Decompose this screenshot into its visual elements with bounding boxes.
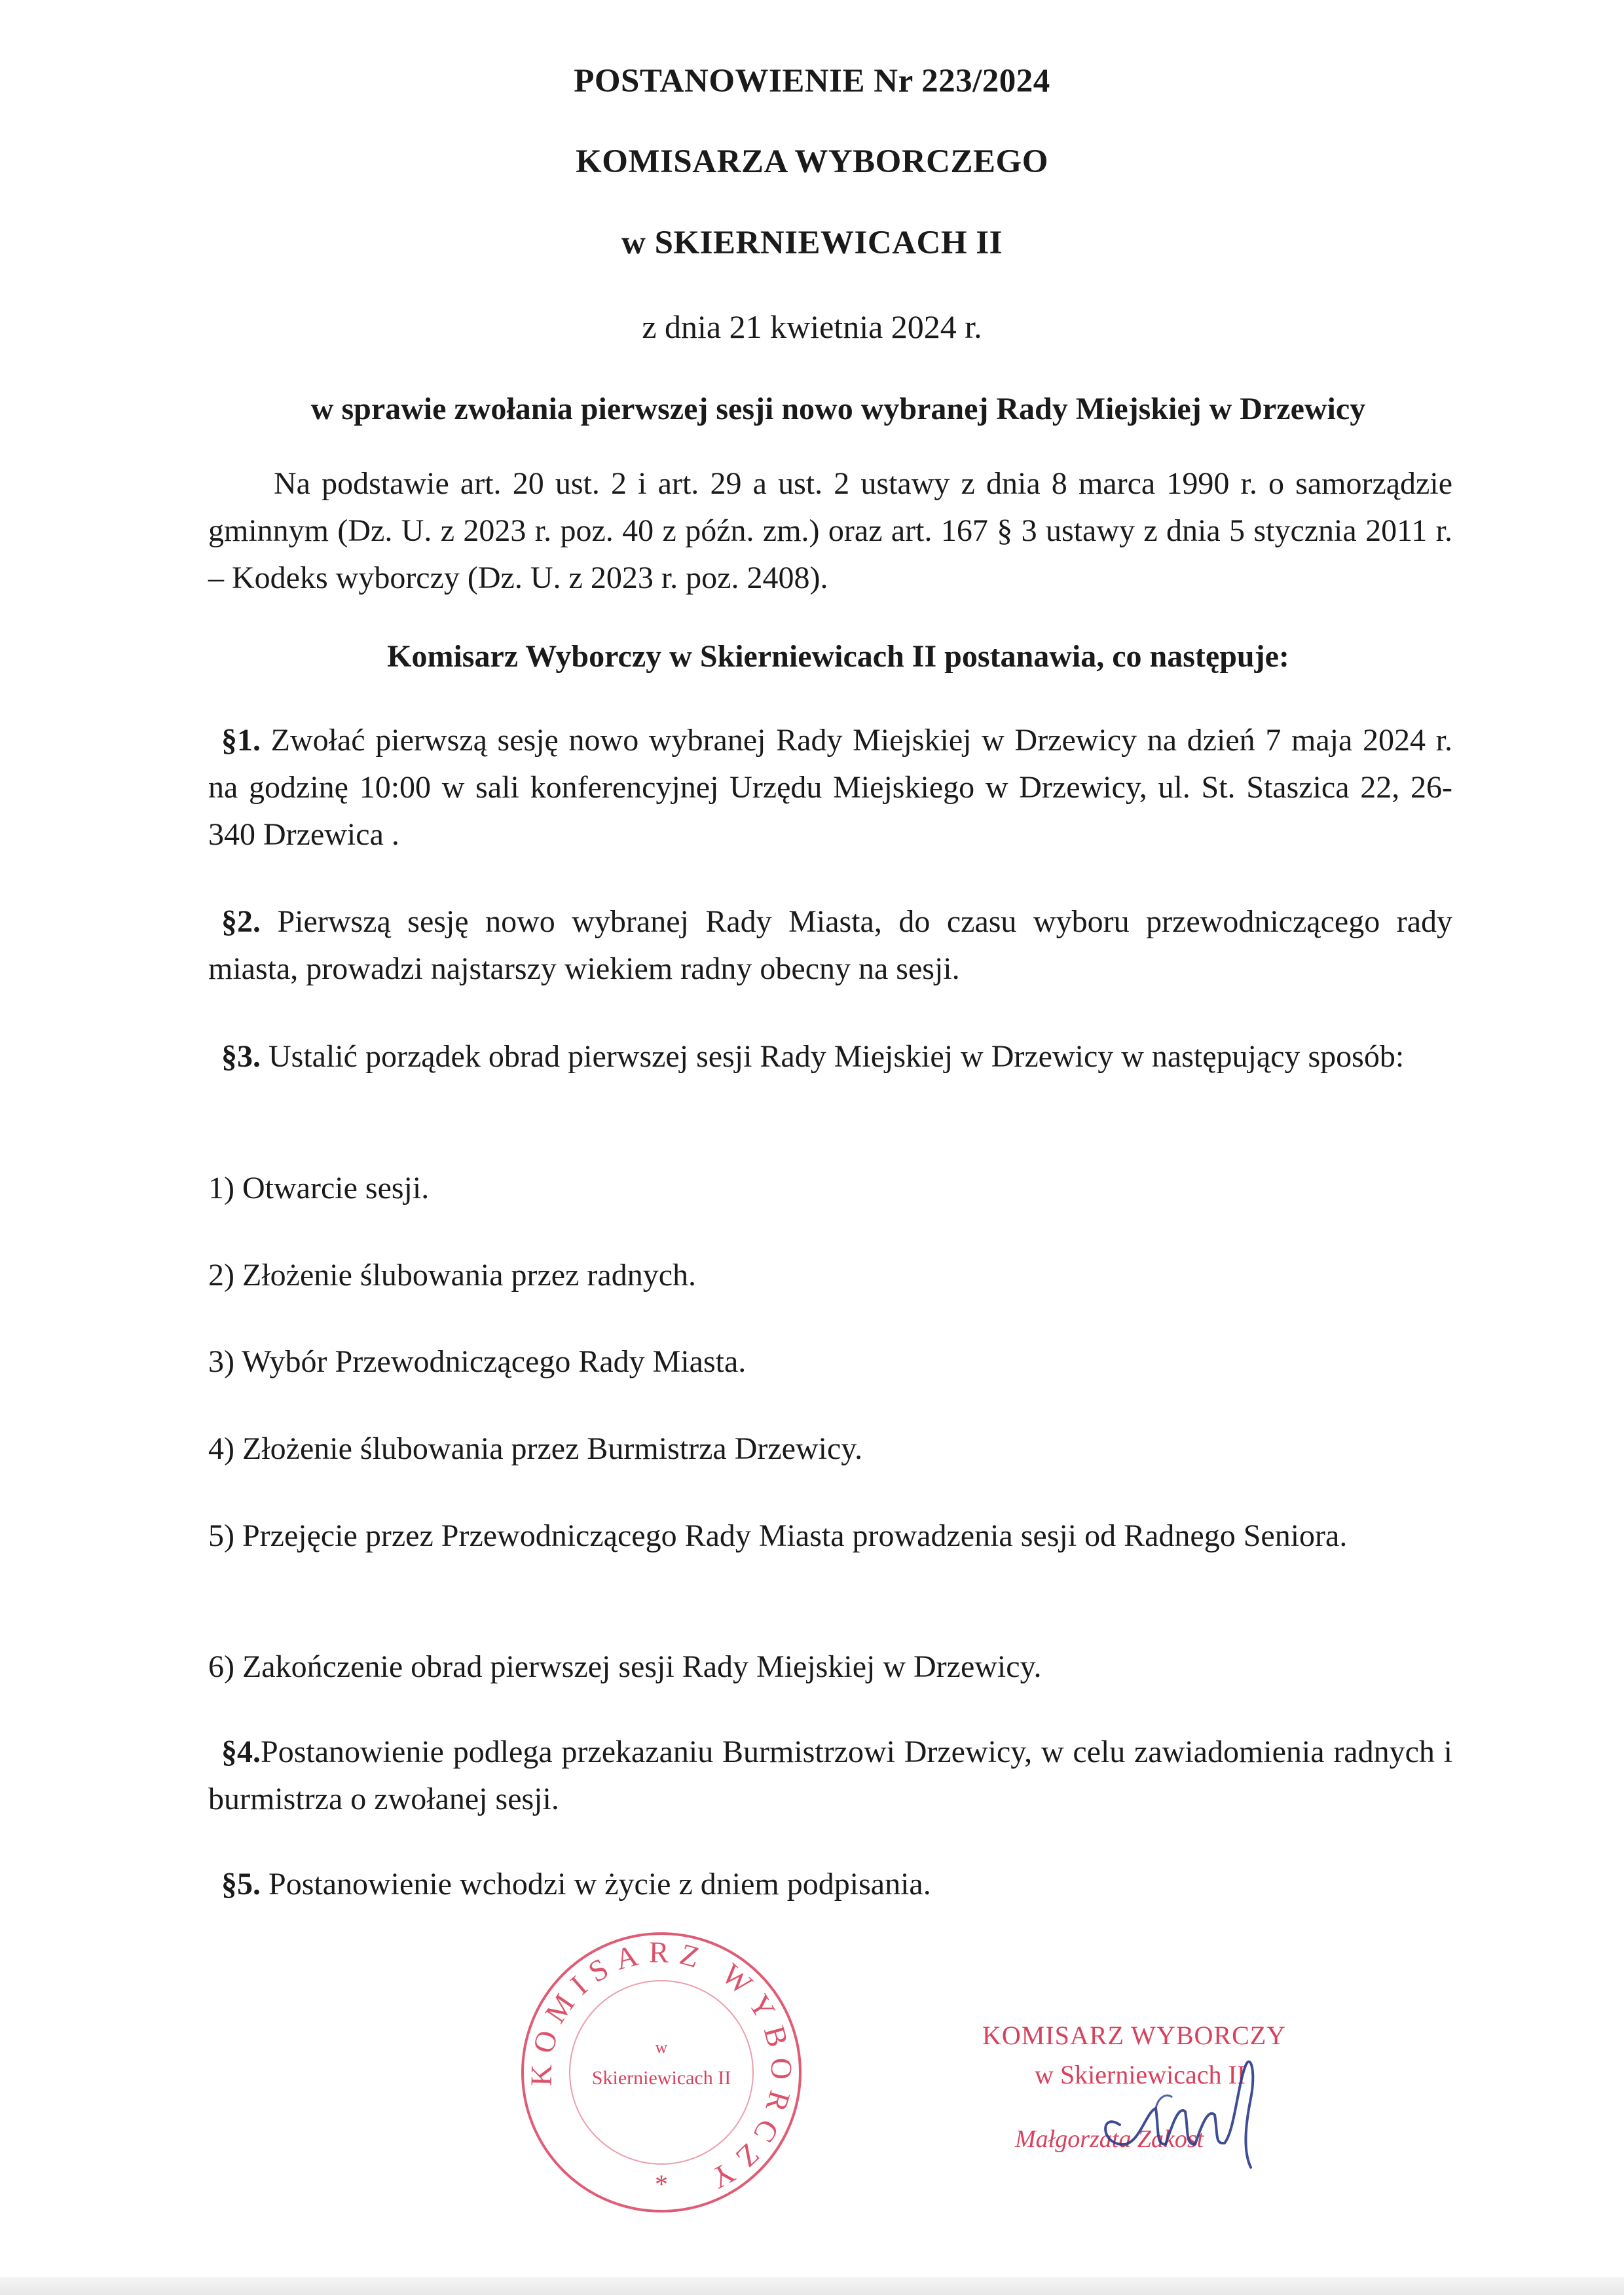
agenda-item-2: 2) Złożenie ślubowania przez radnych.: [208, 1258, 697, 1293]
agenda-item-5: 5) Przejęcie przez Przewodniczącego Rady Miasta prowadzenia sesji od Radnego Seniora.: [208, 1518, 1348, 1553]
signature-place: w Skierniewicach II: [1035, 2060, 1246, 2089]
section-2-text: Pierwszą sesję nowo wybranej Rady Miasta, do czasu wyboru przewodniczącego rady miasta, prowadzi najstarszy wiekiem radny obecny na sesji.: [208, 904, 1452, 986]
section-4-mark: §4.: [221, 1735, 261, 1769]
signature-title: KOMISARZ WYBORCZY: [982, 2021, 1287, 2050]
section-3-mark: §3.: [221, 1039, 261, 1074]
agenda-item-4: 4) Złożenie ślubowania przez Burmistrza Drzewicy.: [208, 1431, 863, 1466]
agenda-item-6: 6) Zakończenie obrad pierwszej sesji Rady Miejskiej w Drzewicy.: [208, 1649, 1042, 1684]
section-5: [208, 1861, 1452, 1908]
agenda-item-1: 1) Otwarcie sesji.: [208, 1171, 430, 1205]
signature-name: Małgorzata Zakost: [1015, 2125, 1204, 2153]
stamp-inner-w: w: [655, 2038, 668, 2057]
section-2: [208, 898, 1452, 993]
location-heading: w SKIERNIEWICACH II: [621, 225, 1003, 261]
authority-heading: KOMISARZA WYBORCZEGO: [576, 143, 1048, 180]
section-4: [208, 1729, 1452, 1823]
stamp-star: *: [655, 2169, 668, 2199]
scan-bottom-edge: [0, 2277, 1624, 2295]
handwritten-signature: [1074, 2046, 1283, 2171]
stamp-graphic: [517, 1928, 805, 2216]
section-2-mark: §2.: [221, 904, 261, 939]
official-round-stamp: [517, 1928, 805, 2216]
section-3: [208, 1033, 1452, 1080]
section-1-text: Zwołać pierwszą sesję nowo wybranej Rady Miejskiej w Drzewicy na dzień 7 maja 2024 r. na godzinę 10:00 w sali konferencyjnej Urzędu Miejskiego w Drzewicy, ul. St. Staszica 22, 26-340 Drzewica .: [208, 723, 1452, 852]
section-1: [208, 717, 1452, 858]
agenda-item-3: 3) Wybór Przewodniczącego Rady Miasta.: [208, 1344, 747, 1379]
legal-basis-paragraph: Na podstawie art. 20 ust. 2 i art. 29 a ust. 2 ustawy z dnia 8 marca 1990 r. o samorządzie gminnym (Dz. U. z 2023 r. poz. 40 z późn. zm.) oraz art. 167 § 3 ustawy z dnia 5 stycznia 2011 r. – Kodeks wyborczy (Dz. U. z 2023 r. poz. 2408).: [208, 466, 1452, 595]
section-4-text: Postanowienie podlega przekazaniu Burmistrzowi Drzewicy, w celu zawiadomienia radnych i burmistrza o zwołanej sesji.: [208, 1735, 1452, 1816]
decision-subject: w sprawie zwołania pierwszej sesji nowo wybranej Rady Miejskiej w Drzewicy: [310, 392, 1366, 426]
section-5-mark: §5.: [221, 1867, 261, 1901]
decides-statement: Komisarz Wyborczy w Skierniewicach II postanawia, co następuje:: [387, 639, 1289, 674]
signature-stamp: [963, 2020, 1329, 2184]
section-3-text: Ustalić porządek obrad pierwszej sesji Rady Miejskiej w Drzewicy w następujący sposób:: [261, 1039, 1405, 1074]
stamp-inner-place: Skierniewicach II: [591, 2067, 731, 2089]
decision-date: z dnia 21 kwietnia 2024 r.: [642, 308, 982, 345]
stamp-ring-text: KOMISARZ WYBORCZY: [524, 1935, 799, 2200]
section-5-text: Postanowienie wchodzi w życie z dniem podpisania.: [261, 1867, 931, 1901]
section-1-mark: §1.: [221, 723, 261, 758]
decision-number-heading: POSTANOWIENIE Nr 223/2024: [574, 63, 1050, 100]
